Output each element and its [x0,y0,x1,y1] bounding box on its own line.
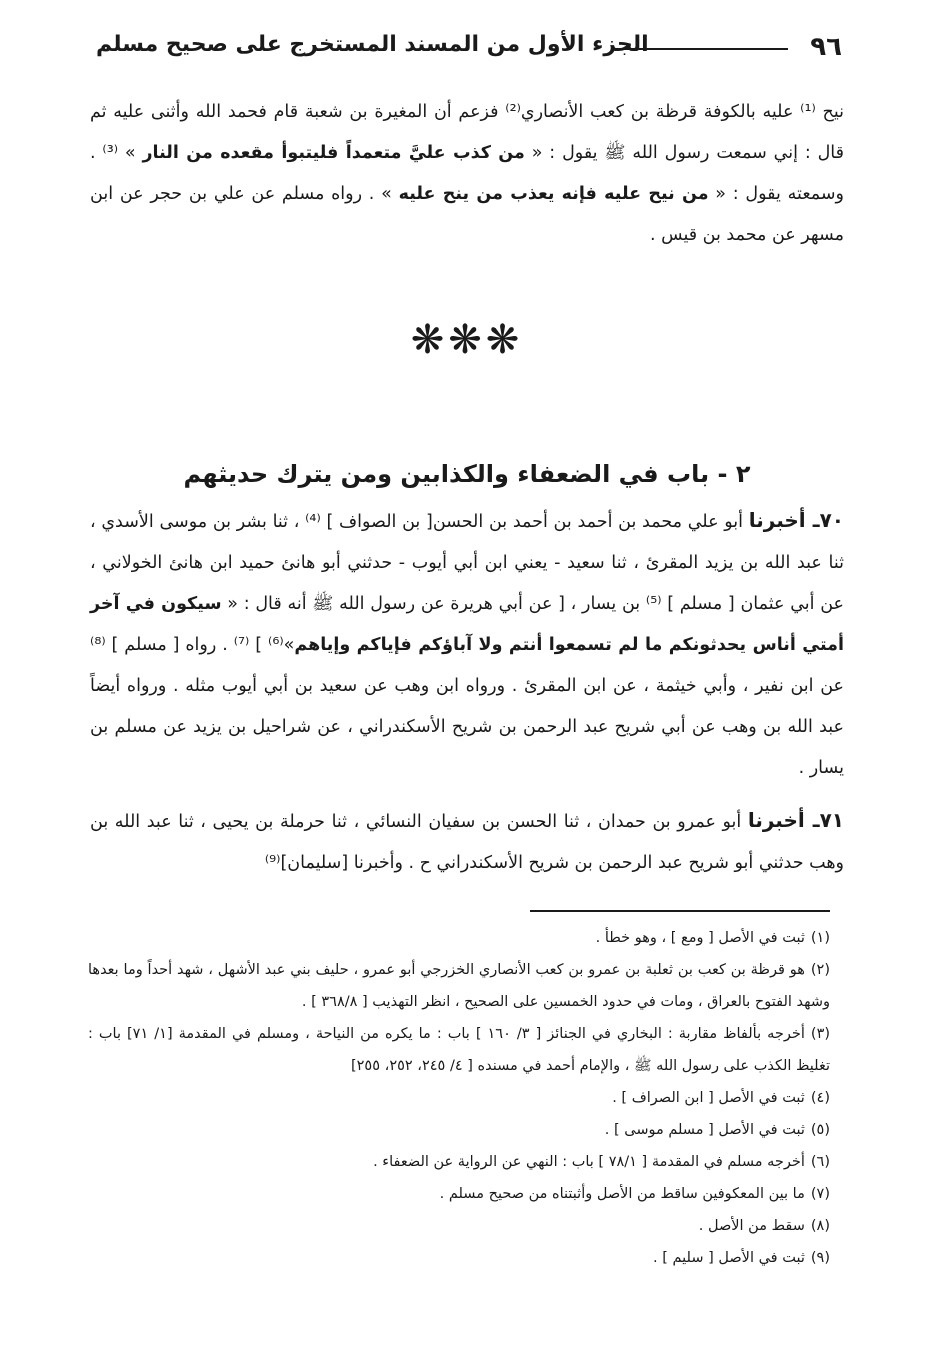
hadith-71-lead: ٧١ـ أخبرنا [747,808,844,832]
footnote-number: (٦) [810,1154,830,1170]
footnote-rule [530,910,830,912]
running-title: الجزء الأول من المسند المستخرج على صحيح مسلم [96,32,649,57]
footnote-item [88,922,830,954]
footnote-item [88,1210,830,1242]
footnote-item [88,954,830,1018]
intro-paragraph [90,92,844,256]
footnote-number: (٥) [810,1122,830,1138]
footnote-text: ثبت في الأصل [ مسلم موسى ] . [604,1122,805,1138]
footnote-number: (٩) [810,1250,830,1266]
hadith-71-text: أبو عمرو بن حمدان ، ثنا الحسن بن سفيان النسائي ، ثنا حرملة بن يحيى ، ثنا عبد الله بن وهب حدثني أبو شريح عبد الرحمن بن شريح الأسكندراني ح . وأخبرنا [سليمان]⁽⁹⁾ [90,812,844,873]
footnote-number: (١) [810,930,830,946]
footnote-number: (٢) [810,962,830,978]
footnote-text: أخرجه بألفاظ مقاربة : البخاري في الجنائز [ ٣/ ١٦٠ ] باب : ما يكره من النياحة ، ومسلم في المقدمة [١/ ٧١] باب : تغليظ الكذب على رسول الله ﷺ ، والإمام أحمد في مسنده [ ٤/ ٢٤٥، ٢٥٢، ٢٥٥] [88,1026,830,1074]
footnote-text: ثبت في الأصل [ سليم ] . [653,1250,805,1266]
footnote-text: ما بين المعكوفين ساقط من الأصل وأثبتناه من صحيح مسلم . [439,1186,805,1202]
hadith-70-lead: ٧٠ـ أخبرنا [748,508,844,532]
footnote-item [88,1018,830,1082]
footnote-number: (٣) [810,1026,831,1042]
footnote-item [88,1114,830,1146]
hadith-71-paragraph [90,800,844,884]
footnotes-list [88,922,830,1274]
footnote-number: (٤) [810,1090,830,1106]
footnote-text: هو قرظة بن كعب بن ثعلبة بن عمرو بن كعب الأنصاري الخزرجي أبو عمرو ، حليف بني عبد الأشهل ، شهد أحداً وما بعدها وشهد الفتوح بالعراق ، ومات في حدود الخمسين على الصحيح ، انظر التهذيب [ ٣٦٨/٨ ] . [88,962,830,1010]
chapter-title: ٢ - باب في الضعفاء والكذابين ومن يترك حديثهم [183,459,751,488]
intro-text-2: » ⁽³⁾ . وسمعته يقول : « [90,143,844,204]
footnote-item [88,1242,830,1274]
footnote-number: (٧) [810,1186,830,1202]
hadith-70-quote: سيكون في آخر أمتي أناس يحدثونكم ما لم تسمعوا أنتم ولا آباؤكم فإياكم وإياهم [90,594,844,655]
footnote-item [88,1178,830,1210]
intro-text-1: نيح ⁽¹⁾ عليه بالكوفة قرظة بن كعب الأنصاري⁽²⁾ فزعم أن المغيرة بن شعبة قام فحمد الله وأثنى عليه ثم قال : إني سمعت رسول الله ﷺ يقول : « [90,102,845,163]
intro-quote-1: من كذب عليَّ متعمداً فليتبوأ مقعده من النار [142,143,525,163]
page-number: ٩٦ [810,32,842,62]
footnote-text: أخرجه مسلم في المقدمة [ ٧٨/١ ] باب : النهي عن الرواية عن الضعفاء . [373,1154,805,1170]
hadith-70-paragraph [90,500,844,789]
footnote-item [88,1146,830,1178]
footnote-item [88,1082,830,1114]
intro-text-3: » . رواه مسلم عن علي بن حجر عن ابن مسهر عن محمد بن قيس . [90,184,844,245]
footnote-text: ثبت في الأصل [ ومع ] ، وهو خطأ . [595,930,805,946]
footnote-text: سقط من الأصل . [698,1218,805,1234]
hadith-70-text-2: »⁽⁶⁾ ] ⁽⁷⁾ . رواه [ مسلم ] ⁽⁸⁾ عن ابن نفير ، وأبي خيثمة ، عن ابن المقرئ . ورواه ابن وهب عن سعيد بن أبي أيوب مثله . ورواه أيضاً عبد الله بن وهب عن أبي شريح عبد الرحمن بن شريح الأسكندراني ، عن شراحيل بن يزيد عن مسلم بن يسار . [90,635,844,778]
intro-quote-2: من نيح عليه فإنه يعذب من ينح عليه [398,184,709,204]
footnote-number: (٨) [810,1218,830,1234]
section-separator: ❋❋❋ [410,317,524,363]
footnote-text: ثبت في الأصل [ ابن الصراف ] . [612,1090,805,1106]
hadith-70-text-1: أبو علي محمد بن أحمد بن أحمد بن الحسن[ بن الصواف ] ⁽⁴⁾ ، ثنا بشر بن موسى الأسدي ، ثنا عبد الله بن يزيد المقرئ ، ثنا سعيد - يعني ابن أبي أيوب - حدثني أبو هانئ حميد ابن هانئ الخولاني ، عن أبي عثمان [ مسلم ] ⁽⁵⁾ بن يسار ، [ عن أبي هريرة عن رسول الله ﷺ أنه قال : « [90,512,844,614]
running-header [96,26,842,70]
